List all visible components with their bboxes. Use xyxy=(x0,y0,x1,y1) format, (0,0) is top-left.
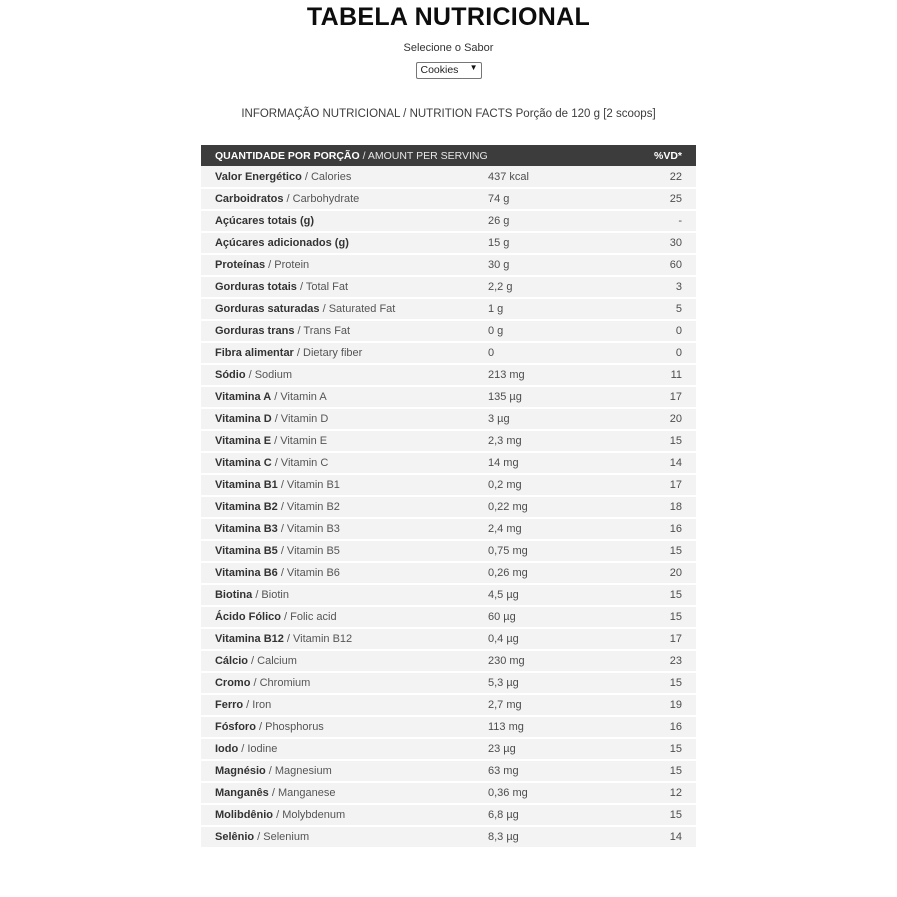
chevron-down-icon: ▼ xyxy=(469,63,478,72)
nutrient-name-pt: Selênio xyxy=(214,831,255,843)
table-row xyxy=(201,452,696,474)
nutrient-name-en: / Vitamin E xyxy=(271,435,328,447)
nutrient-name-cell xyxy=(201,386,488,408)
nutrient-name-pt: Vitamina E xyxy=(214,435,272,447)
nutrient-name-cell xyxy=(201,782,488,804)
nutrient-name-en: / Protein xyxy=(265,259,310,271)
nutrient-name-en: / Molybdenum xyxy=(273,809,346,821)
nutrient-name-en: / Phosphorus xyxy=(255,721,324,733)
nutrient-name-cell xyxy=(201,320,488,342)
nutrient-amount: 2,7 mg xyxy=(488,694,636,716)
nutrient-vd: 23 xyxy=(636,650,696,672)
nutrient-amount: 26 g xyxy=(488,210,636,232)
nutrient-name-pt: Proteínas xyxy=(214,259,266,271)
table-header-left-pt: QUANTIDADE POR PORÇÃO xyxy=(214,149,360,162)
nutrient-amount: 63 mg xyxy=(488,760,636,782)
nutrient-vd: 15 xyxy=(636,738,696,760)
nutrient-name-cell xyxy=(201,540,488,562)
table-row xyxy=(201,364,696,386)
nutrient-name-pt: Açúcares totais (g) xyxy=(214,215,315,227)
nutrient-amount: 437 kcal xyxy=(488,166,636,188)
nutrient-vd: 14 xyxy=(636,452,696,474)
table-row xyxy=(201,386,696,408)
nutrient-vd: 16 xyxy=(636,716,696,738)
nutrient-name-pt: Cromo xyxy=(214,677,251,689)
table-row xyxy=(201,804,696,826)
table-row xyxy=(201,408,696,430)
nutrient-name-cell xyxy=(201,364,488,386)
nutrient-amount: 0,22 mg xyxy=(488,496,636,518)
nutrient-name-pt: Vitamina B5 xyxy=(214,545,278,557)
nutrient-amount: 14 mg xyxy=(488,452,636,474)
nutrient-vd: 3 xyxy=(636,276,696,298)
nutrient-amount: 0,26 mg xyxy=(488,562,636,584)
nutrient-name-cell xyxy=(201,276,488,298)
nutrient-amount: 0 xyxy=(488,342,636,364)
nutrient-name-pt: Vitamina B12 xyxy=(214,633,284,645)
nutrient-name-en: / Vitamin B5 xyxy=(277,545,340,557)
nutrient-amount: 4,5 µg xyxy=(488,584,636,606)
nutrient-vd: 19 xyxy=(636,694,696,716)
nutrient-vd: 22 xyxy=(636,166,696,188)
table-row xyxy=(201,562,696,584)
nutrient-name-pt: Açúcares adicionados (g) xyxy=(214,237,349,249)
nutrient-name-en: / Calories xyxy=(301,170,352,183)
nutrient-name-pt: Valor Energético xyxy=(214,170,302,183)
nutrient-amount: 2,3 mg xyxy=(488,430,636,452)
nutrient-name-pt: Vitamina B3 xyxy=(214,523,278,535)
table-row xyxy=(201,166,696,188)
nutrient-name-cell xyxy=(201,562,488,584)
nutrient-amount: 5,3 µg xyxy=(488,672,636,694)
nutrient-name-cell xyxy=(201,342,488,364)
nutrient-amount: 6,8 µg xyxy=(488,804,636,826)
nutrient-name-en: / Vitamin B12 xyxy=(283,633,353,645)
nutrient-vd: 15 xyxy=(636,606,696,628)
nutrient-name-cell xyxy=(201,254,488,276)
nutrient-vd: 17 xyxy=(636,474,696,496)
table-row xyxy=(201,628,696,650)
nutrient-vd: 17 xyxy=(636,386,696,408)
table-row xyxy=(201,782,696,804)
nutrient-vd: 25 xyxy=(636,188,696,210)
nutrient-name-cell xyxy=(201,672,488,694)
nutrient-name-pt: Ferro xyxy=(214,699,244,711)
nutrient-amount: 1 g xyxy=(488,298,636,320)
nutrient-amount: 213 mg xyxy=(488,364,636,386)
nutrient-name-en: / Sodium xyxy=(245,369,293,381)
nutrient-vd: 11 xyxy=(636,364,696,386)
nutrient-name-pt: Manganês xyxy=(214,787,269,799)
nutrient-name-pt: Vitamina D xyxy=(214,413,272,425)
nutrient-name-cell xyxy=(201,606,488,628)
nutrient-name-cell xyxy=(201,298,488,320)
table-row xyxy=(201,826,696,848)
table-row xyxy=(201,254,696,276)
nutrient-name-pt: Molibdênio xyxy=(214,809,274,821)
table-row xyxy=(201,298,696,320)
nutrient-vd: 15 xyxy=(636,584,696,606)
table-row xyxy=(201,584,696,606)
nutrient-amount: 113 mg xyxy=(488,716,636,738)
nutrient-name-en: / Vitamin B2 xyxy=(277,501,340,513)
nutrient-name-en: / Saturated Fat xyxy=(319,303,396,315)
flavor-select[interactable] xyxy=(416,62,482,79)
table-row xyxy=(201,606,696,628)
nutrient-amount: 8,3 µg xyxy=(488,826,636,848)
table-row xyxy=(201,738,696,760)
nutrient-amount: 0,75 mg xyxy=(488,540,636,562)
nutrient-name-pt: Sódio xyxy=(214,369,246,381)
nutrient-name-pt: Vitamina B1 xyxy=(214,479,278,491)
nutrient-amount: 2,2 g xyxy=(488,276,636,298)
nutrient-name-en: / Carbohydrate xyxy=(283,193,360,205)
nutrient-name-cell xyxy=(201,760,488,782)
table-row xyxy=(201,694,696,716)
nutrient-amount: 15 g xyxy=(488,232,636,254)
nutrient-name-cell xyxy=(201,496,488,518)
table-row xyxy=(201,276,696,298)
serving-info: INFORMAÇÃO NUTRICIONAL / NUTRITION FACTS Porção de 120 g [2 scoops] xyxy=(241,108,656,120)
table-row xyxy=(201,210,696,232)
nutrient-name-en: / Biotin xyxy=(252,589,289,601)
nutrient-name-cell xyxy=(201,584,488,606)
nutrient-name-cell xyxy=(201,408,488,430)
nutrient-name-en: / Dietary fiber xyxy=(293,347,363,359)
nutrient-name-pt: Vitamina B6 xyxy=(214,567,278,579)
table-row xyxy=(201,650,696,672)
nutrient-vd: 30 xyxy=(636,232,696,254)
nutrient-name-cell xyxy=(201,694,488,716)
nutrient-name-cell xyxy=(201,474,488,496)
table-row xyxy=(201,716,696,738)
nutrient-vd: 20 xyxy=(636,408,696,430)
nutrition-rows xyxy=(201,166,696,848)
nutrient-amount: 30 g xyxy=(488,254,636,276)
nutrient-amount: 60 µg xyxy=(488,606,636,628)
nutrient-amount: 23 µg xyxy=(488,738,636,760)
flavor-select-wrap xyxy=(416,60,482,79)
flavor-select-row xyxy=(0,60,897,79)
nutrient-name-en: / Vitamin D xyxy=(271,413,329,425)
table-row xyxy=(201,474,696,496)
nutrient-vd: 15 xyxy=(636,672,696,694)
nutrient-name-pt: Magnésio xyxy=(214,765,266,777)
table-row xyxy=(201,320,696,342)
nutrient-name-cell xyxy=(201,628,488,650)
nutrient-amount: 2,4 mg xyxy=(488,518,636,540)
nutrient-vd: - xyxy=(636,210,696,232)
nutrient-amount: 3 µg xyxy=(488,408,636,430)
nutrient-name-cell xyxy=(201,826,488,848)
nutrient-name-cell xyxy=(201,452,488,474)
nutrient-name-pt: Vitamina A xyxy=(214,391,272,403)
table-row xyxy=(201,342,696,364)
nutrient-amount: 135 µg xyxy=(488,386,636,408)
nutrient-name-en: / Chromium xyxy=(250,677,311,689)
nutrient-name-en: / Iodine xyxy=(238,743,278,755)
nutrient-amount: 230 mg xyxy=(488,650,636,672)
nutrient-vd: 0 xyxy=(636,320,696,342)
nutrient-name-pt: Fósforo xyxy=(214,721,256,733)
nutrient-name-pt: Cálcio xyxy=(214,655,248,667)
nutrient-name-en: / Vitamin B1 xyxy=(277,479,340,491)
nutrient-vd: 5 xyxy=(636,298,696,320)
nutrient-name-en: / Selenium xyxy=(254,831,310,843)
nutrient-name-pt: Gorduras totais xyxy=(214,281,297,293)
nutrient-name-en: / Manganese xyxy=(268,787,336,799)
nutrient-name-cell xyxy=(201,188,488,210)
nutrient-name-cell xyxy=(201,232,488,254)
nutrient-name-en: / Folic acid xyxy=(280,611,337,623)
nutrient-name-pt: Gorduras saturadas xyxy=(214,303,320,315)
nutrient-name-en: / Vitamin A xyxy=(271,391,327,403)
nutrient-name-cell xyxy=(201,518,488,540)
nutrient-name-pt: Fibra alimentar xyxy=(214,347,294,359)
flavor-label: Selecione o Sabor xyxy=(403,42,494,54)
nutrient-name-cell xyxy=(201,430,488,452)
table-row xyxy=(201,518,696,540)
nutrient-name-cell xyxy=(201,166,488,188)
table-row xyxy=(201,760,696,782)
nutrient-name-pt: Vitamina B2 xyxy=(214,501,278,513)
nutrient-name-pt: Iodo xyxy=(214,743,239,755)
nutrient-amount: 74 g xyxy=(488,188,636,210)
table-header-amount-per-serving xyxy=(201,145,636,166)
nutrition-table-head xyxy=(201,145,696,166)
nutrient-name-en: / Vitamin B6 xyxy=(277,567,340,579)
nutrient-vd: 18 xyxy=(636,496,696,518)
nutrient-vd: 14 xyxy=(636,826,696,848)
nutrient-name-pt: Ácido Fólico xyxy=(214,611,281,623)
table-row xyxy=(201,232,696,254)
nutrient-amount: 0 g xyxy=(488,320,636,342)
nutrient-name-en: / Total Fat xyxy=(296,281,349,293)
nutrient-name-cell xyxy=(201,210,488,232)
nutrient-vd: 15 xyxy=(636,760,696,782)
nutrient-vd: 60 xyxy=(636,254,696,276)
nutrient-name-en: / Magnesium xyxy=(265,765,332,777)
table-header-left-en: / AMOUNT PER SERVING xyxy=(362,149,488,162)
nutrient-name-en: / Trans Fat xyxy=(294,325,351,337)
nutrient-name-pt: Gorduras trans xyxy=(214,325,295,337)
nutrient-name-pt: Carboidratos xyxy=(214,193,284,205)
nutrient-name-en: / Calcium xyxy=(248,655,297,667)
nutrient-vd: 17 xyxy=(636,628,696,650)
nutrient-amount: 0,36 mg xyxy=(488,782,636,804)
nutrient-vd: 15 xyxy=(636,430,696,452)
nutrient-name-en: / Vitamin C xyxy=(271,457,329,469)
nutrient-vd: 15 xyxy=(636,540,696,562)
nutrient-name-cell xyxy=(201,650,488,672)
nutrient-amount: 0,2 mg xyxy=(488,474,636,496)
nutrient-amount: 0,4 µg xyxy=(488,628,636,650)
nutrient-name-en: / Vitamin B3 xyxy=(277,523,340,535)
table-row xyxy=(201,188,696,210)
nutrient-vd: 20 xyxy=(636,562,696,584)
nutrient-vd: 0 xyxy=(636,342,696,364)
nutrient-vd: 12 xyxy=(636,782,696,804)
table-row xyxy=(201,496,696,518)
table-header-vd: %VD* xyxy=(636,145,696,166)
table-row xyxy=(201,672,696,694)
nutrient-name-en: / Iron xyxy=(243,699,272,711)
page-title: TABELA NUTRICIONAL xyxy=(306,3,591,31)
nutrient-name-pt: Vitamina C xyxy=(214,457,272,469)
table-row xyxy=(201,430,696,452)
nutrition-table xyxy=(201,145,696,849)
nutrient-vd: 16 xyxy=(636,518,696,540)
table-row xyxy=(201,540,696,562)
nutrient-name-pt: Biotina xyxy=(214,589,253,601)
table-header-row xyxy=(201,145,696,166)
nutrient-vd: 15 xyxy=(636,804,696,826)
nutrient-name-cell xyxy=(201,716,488,738)
nutrient-name-cell xyxy=(201,738,488,760)
nutrient-name-cell xyxy=(201,804,488,826)
